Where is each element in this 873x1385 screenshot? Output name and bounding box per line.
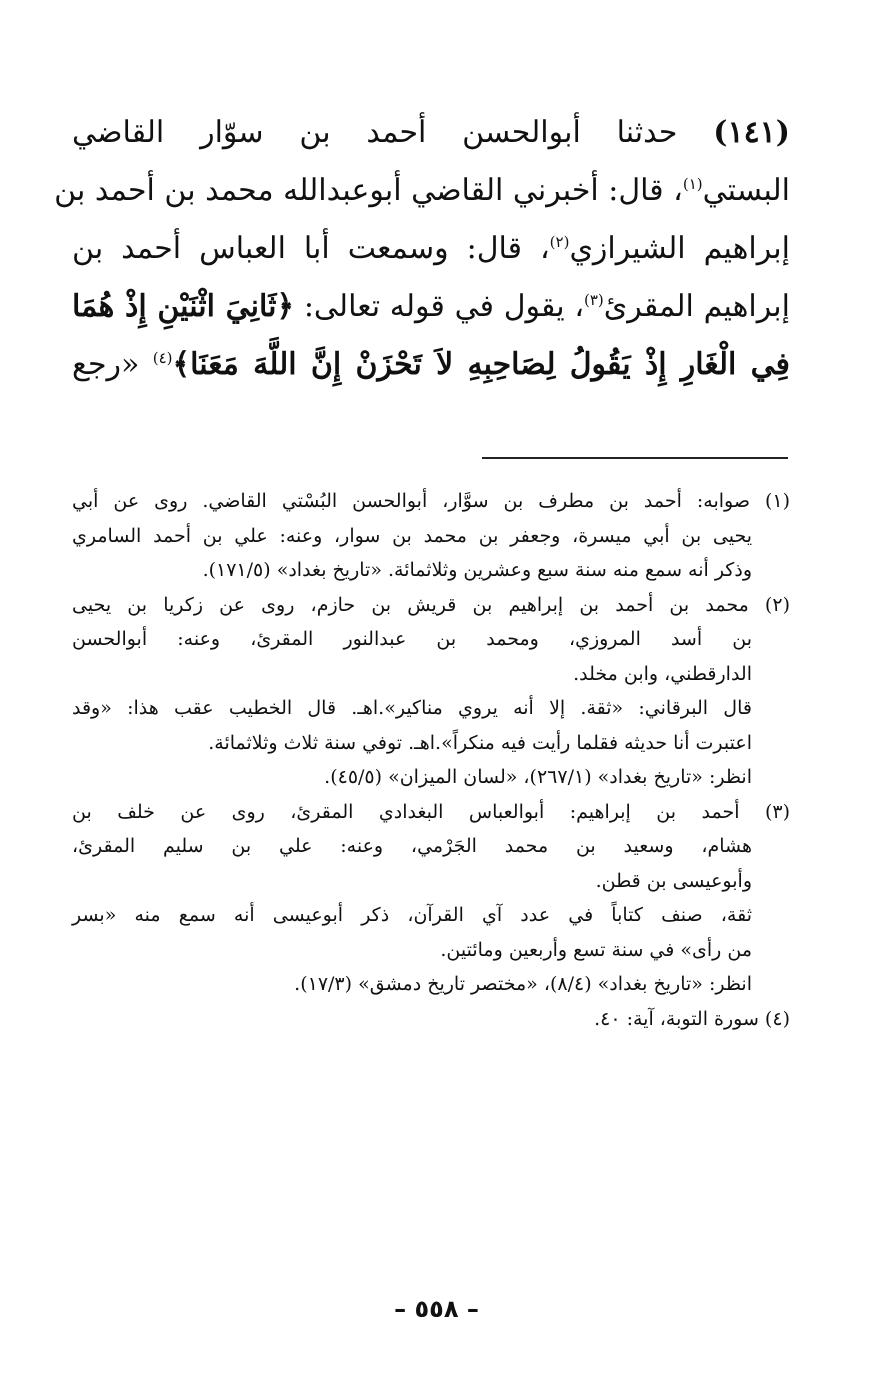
footnote-ref[interactable]: (١) <box>682 175 703 193</box>
footnote-1 <box>72 484 790 588</box>
quran-verse: ﴿ثَانِيَ اثْنَيْنِ إِذْ هُمَا <box>72 289 295 324</box>
main-line-4 <box>72 278 790 336</box>
page-number: – ٥٥٨ – <box>394 1295 479 1323</box>
main-line-2 <box>54 162 790 220</box>
footnote-line: ثقة، صنف كتاباً في عدد آي القرآن، ذكر أبوعيسى أنه سمع منه «بسر <box>72 904 752 926</box>
footnote-line: (٢) محمد بن أحمد بن إبراهيم بن قريش بن حازم، روى عن زكريا بن يحيى <box>72 593 790 616</box>
main-line-3 <box>72 220 790 278</box>
main-line-5 <box>72 336 790 394</box>
footnote-line: (٣) أحمد بن إبراهيم: أبوالعباس البغدادي المقرئ، روى عن خلف بن <box>72 800 790 823</box>
footnote-line: (٤) سورة التوبة، آية: ٤٠. <box>594 1007 790 1030</box>
main-line-1 <box>72 104 790 162</box>
footnote-ref[interactable]: (٤) <box>152 349 173 367</box>
footnote-separator <box>482 457 788 459</box>
footnote-line: انظر: «تاريخ بغداد» (٢٦٧/١)، «لسان الميزان» (٤٥/٥). <box>324 766 752 788</box>
main-line-text: إبراهيم الشيرازي <box>569 231 790 266</box>
footnote-line: هشام، وسعيد بن محمد الجَرْمي، وعنه: علي بن سليم المقرئ، <box>72 835 752 857</box>
footnote-4 <box>72 1002 790 1037</box>
main-line-text: ، يقول في قوله تعالى: <box>294 289 584 324</box>
main-line-text: ، قال: أخبرني القاضي أبوعبدالله محمد بن أحمد بن <box>54 173 683 208</box>
footnote-line: اعتبرت أنا حديثه فقلما رأيت فيه منكراً».اهـ. توفي سنة ثلاث وثلاثمائة. <box>208 731 752 754</box>
hadith-paragraph <box>54 104 791 394</box>
main-text-block <box>54 104 791 394</box>
main-line-text: إبراهيم المقرئ <box>603 289 790 324</box>
footnote-ref[interactable]: (٣) <box>584 291 604 309</box>
footnote-line: الدارقطني، وابن مخلد. <box>573 662 752 685</box>
footnote-ref[interactable]: (٢) <box>549 233 570 251</box>
footnotes-section <box>72 484 790 1036</box>
footnote-line: وأبوعيسى بن قطن. <box>595 869 752 892</box>
footnote-2 <box>72 588 790 795</box>
footnote-line: قال البرقاني: «ثقة. إلا أنه يروي مناكير».اهـ. قال الخطيب عقب هذا: «وقد <box>72 697 752 719</box>
footnote-line: يحيى بن أبي ميسرة، وجعفر بن محمد بن سوار، وعنه: علي بن أحمد السامري <box>72 524 752 547</box>
footnote-line: وذكر أنه سمع منه سنة سبع وعشرين وثلاثمائة. «تاريخ بغداد» (١٧١/٥). <box>202 559 752 581</box>
footnote-3 <box>72 795 790 1002</box>
footnote-line: بن أسد المروزي، ومحمد بن عبدالنور المقرئ، وعنه: أبوالحسن <box>72 628 752 650</box>
quran-verse: فِي الْغَارِ إِذْ يَقُولُ لِصَاحِبِهِ لاَ تَحْزَنْ إِنَّ اللَّهَ مَعَنَا﴾ <box>172 347 791 382</box>
main-line-text: حدثنا أبوالحسن أحمد بن سوّار القاضي <box>72 115 714 150</box>
hadith-number: (١٤١) <box>713 115 790 150</box>
footnote-line: (١) صوابه: أحمد بن مطرف بن سوَّار، أبوالحسن البُسْتي القاضي. روى عن أبي <box>72 490 790 512</box>
main-line-text: ، قال: وسمعت أبا العباس أحمد بن <box>72 231 550 266</box>
main-line-text: «رجع <box>72 347 153 382</box>
footnote-line: انظر: «تاريخ بغداد» (٨/٤)، «مختصر تاريخ دمشق» (١٧/٣). <box>294 973 752 995</box>
footnote-line: من رأى» في سنة تسع وأربعين ومائتين. <box>440 938 752 961</box>
main-line-text: البستي <box>702 173 790 208</box>
